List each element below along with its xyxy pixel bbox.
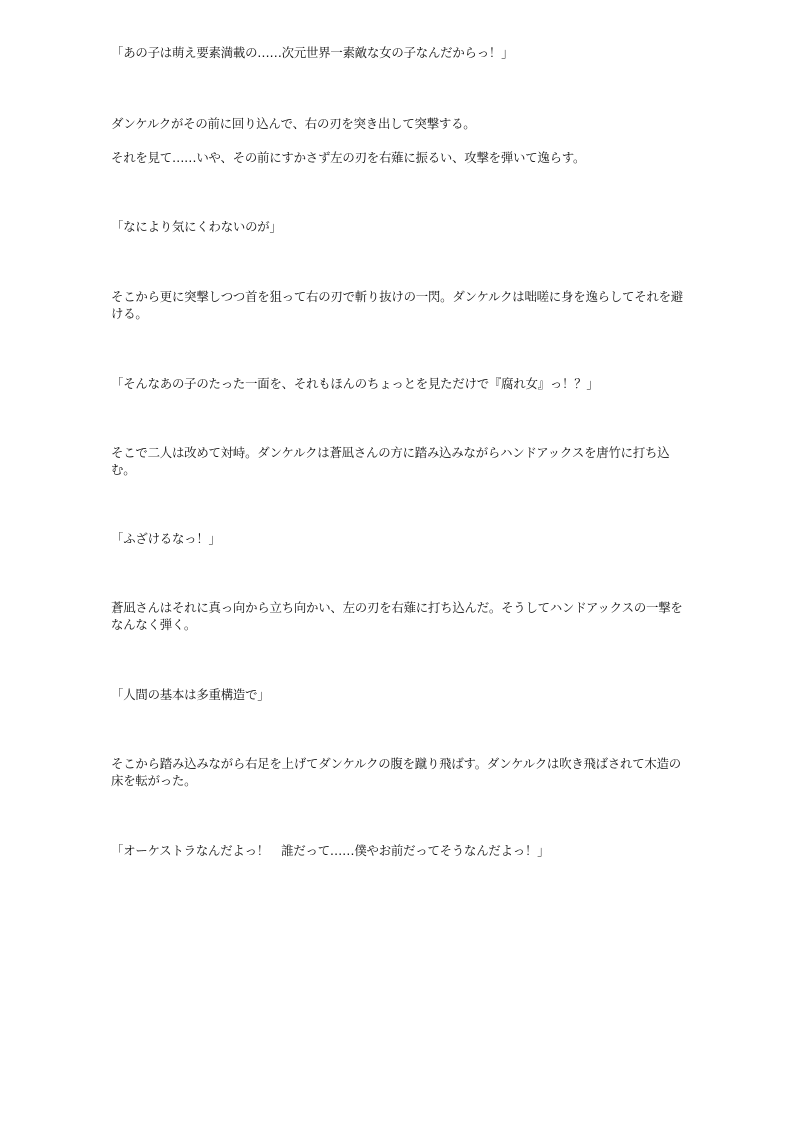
narration-line-4: そこで二人は改めて対峙。ダンケルクは蒼凪さんの方に踏み込みながらハンドアックスを唐竹に打ち込む。	[111, 445, 670, 477]
dialogue-line-1: 「あの子は萌え要素満載の……次元世界一素敵な女の子なんだからっ！」	[111, 45, 514, 60]
narration-line-5: 蒼凪さんはそれに真っ向から立ち向かい、左の刃を右薙に打ち込んだ。そうしてハンドアックスの一撃をなんなく弾く。	[111, 600, 683, 632]
narration-line-2: それを見て……いや、その前にすかさず左の刃を右薙に振るい、攻撃を弾いて逸らす。	[111, 150, 586, 165]
dialogue-line-6: 「オーケストラなんだよっ！ 誰だって……僕やお前だってそうなんだよっ！」	[111, 843, 550, 858]
dialogue-line-5: 「人間の基本は多重構造で」	[111, 687, 270, 702]
narration-line-3: そこから更に突撃しつつ首を狙って右の刃で斬り抜けの一閃。ダンケルクは咄嗟に身を逸らしてそれを避ける。	[111, 289, 683, 321]
narration-line-1: ダンケルクがその前に回り込んで、右の刃を突き出して突撃する。	[111, 116, 476, 131]
narration-line-6: そこから踏み込みながら右足を上げてダンケルクの腹を蹴り飛ばす。ダンケルクは吹き飛ばされて木造の床を転がった。	[111, 756, 681, 788]
dialogue-line-3: 「そんなあの子のたった一面を、それもほんのちょっとを見ただけで『腐れ女』っ！？」	[111, 376, 599, 391]
dialogue-line-2: 「なにより気にくわないのが」	[111, 219, 282, 234]
dialogue-line-4: 「ふざけるなっ！」	[111, 531, 221, 546]
